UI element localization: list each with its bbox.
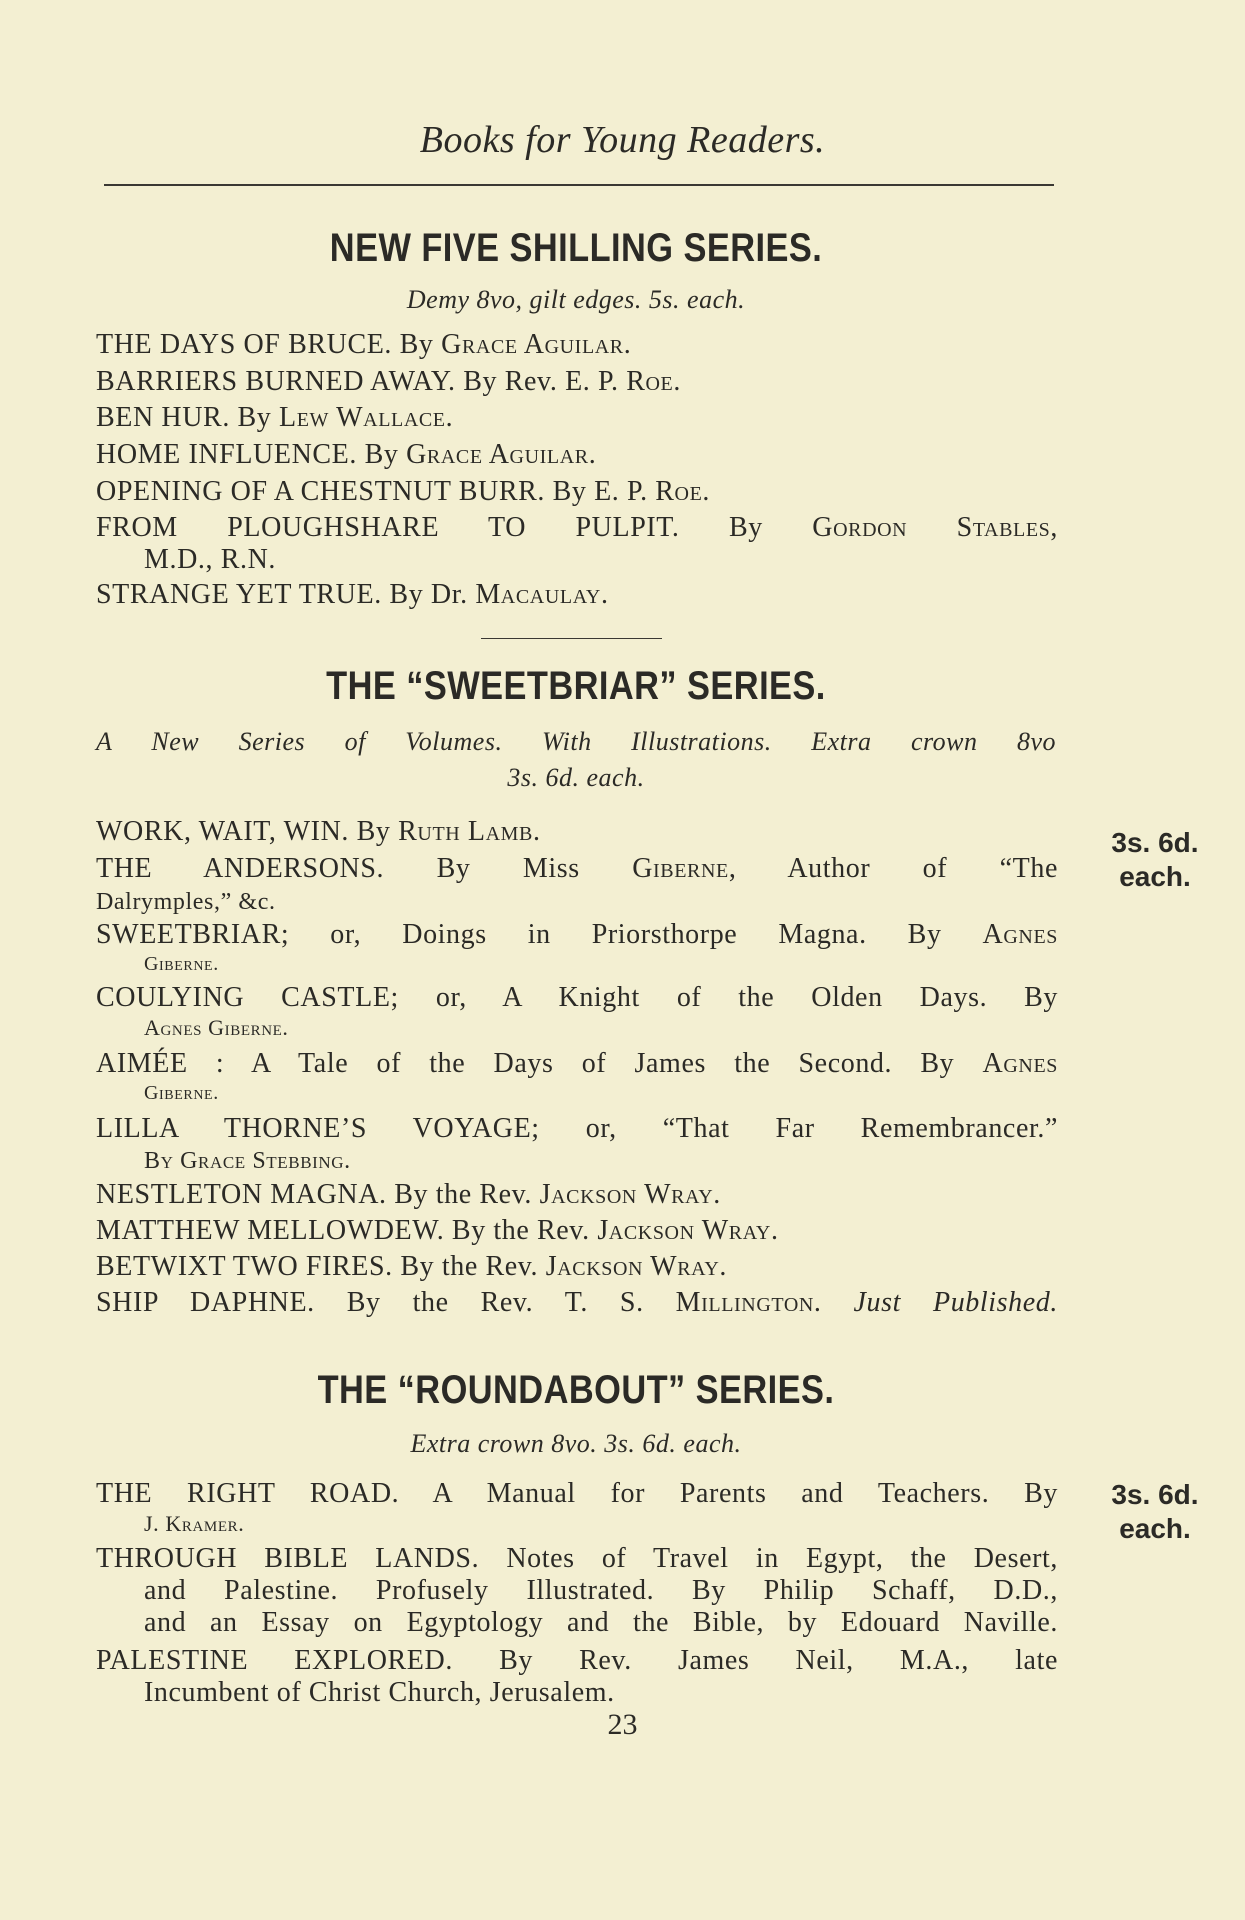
book-continuation: Agnes Giberne.: [144, 1015, 289, 1040]
book-title: BETWIXT TWO FIRES.: [96, 1251, 393, 1282]
list-item: [96, 1645, 1058, 1709]
book-extra: Just Published.: [853, 1287, 1058, 1318]
price-label: [1085, 1478, 1225, 1546]
book-by: By: [364, 439, 399, 470]
section-title-five-shilling: NEW FIVE SHILLING SERIES.: [329, 226, 823, 270]
book-title: BARRIERS BURNED AWAY.: [96, 366, 456, 397]
book-title: COULYING CASTLE;: [96, 982, 399, 1013]
book-by: By the Rev.: [394, 1179, 533, 1210]
book-by: By: [552, 476, 587, 507]
book-by: By: [356, 816, 391, 847]
header-rule: [104, 184, 1054, 186]
list-item: [96, 1251, 1058, 1283]
list-item: [96, 1287, 1058, 1319]
book-continuation: Dalrymples,” &c.: [96, 889, 276, 915]
running-head: Books for Young Readers.: [419, 119, 826, 161]
book-by: or, “That Far Remembrancer.”: [585, 1113, 1058, 1144]
book-title: AIMÉE :: [96, 1048, 225, 1079]
list-item: [96, 366, 1058, 398]
list-item: [96, 579, 1058, 611]
book-title: PALESTINE EXPLORED.: [96, 1645, 453, 1676]
list-item: [96, 1543, 1058, 1639]
book-by: By: [399, 329, 434, 360]
book-by: or, A Knight of the Olden Days. By: [435, 982, 1058, 1013]
price-amount: 3s. 6d.: [1111, 827, 1199, 858]
book-by: By Rev.: [463, 366, 558, 397]
book-title: SHIP DAPHNE.: [96, 1287, 315, 1318]
book-author: Giberne,: [632, 853, 737, 884]
book-title: STRANGE YET TRUE.: [96, 579, 382, 610]
book-title: WORK, WAIT, WIN.: [96, 816, 350, 847]
list-item: [96, 1048, 1058, 1106]
book-by: By Rev. James Neil, M.A., late: [499, 1645, 1058, 1676]
book-continuation: Incumbent of Christ Church, Jerusalem.: [144, 1677, 615, 1708]
book-by: By: [728, 512, 763, 543]
book-continuation: Giberne.: [144, 1082, 219, 1104]
section-title-sweetbriar: THE “SWEETBRIAR” SERIES.: [326, 664, 826, 708]
book-author: Gordon Stables,: [812, 512, 1058, 543]
book-title: BEN HUR.: [96, 402, 230, 433]
list-item: [96, 1179, 1058, 1211]
price-each: each.: [1119, 861, 1191, 892]
book-continuation: Giberne.: [144, 953, 219, 975]
list-item: [96, 329, 1058, 361]
list-item: [96, 919, 1058, 977]
book-author: Millington.: [675, 1287, 822, 1318]
list-item: [96, 1113, 1058, 1177]
book-by: A Tale of the Days of James the Second. By: [251, 1048, 955, 1079]
book-by: Notes of Travel in Egypt, the Desert,: [506, 1543, 1058, 1574]
list-item: [96, 402, 1058, 434]
book-by: By the Rev.: [400, 1251, 539, 1282]
list-item: [96, 476, 1058, 508]
page-number: 23: [607, 1708, 638, 1741]
book-author: E. P. Roe.: [594, 476, 711, 507]
book-continuation: and Palestine. Profusely Illustrated. By Philip Schaff, D.D.,: [144, 1575, 1058, 1606]
book-continuation: and an Essay on Egyptology and the Bible, by Edouard Naville.: [144, 1607, 1058, 1638]
book-author: Lew Wallace.: [279, 402, 454, 433]
price-amount: 3s. 6d.: [1111, 1479, 1199, 1510]
price-each: each.: [1119, 1513, 1191, 1544]
section-title-roundabout: THE “ROUNDABOUT” SERIES.: [317, 1368, 835, 1412]
book-title: LILLA THORNE’S VOYAGE;: [96, 1113, 540, 1144]
book-title: MATTHEW MELLOWDEW.: [96, 1215, 445, 1246]
book-by: By Dr.: [389, 579, 468, 610]
book-title: NESTLETON MAGNA.: [96, 1179, 387, 1210]
list-item: [96, 982, 1058, 1042]
section-subtitle-five-shilling: Demy 8vo, gilt edges. 5s. each.: [406, 285, 746, 314]
book-continuation: M.D., R.N.: [144, 544, 277, 575]
price-label: [1085, 826, 1225, 894]
book-author: Agnes: [982, 919, 1058, 950]
book-title: THE ANDERSONS.: [96, 853, 385, 884]
book-extra: Author of “The: [787, 853, 1058, 884]
book-continuation: J. Kramer.: [144, 1511, 245, 1536]
section-subtitle-sweetbriar: A New Series of Volumes. With Illustrations. Extra crown 8vo: [96, 727, 1056, 756]
book-title: SWEETBRIAR;: [96, 919, 290, 950]
book-title: OPENING OF A CHESTNUT BURR.: [96, 476, 545, 507]
list-item: [96, 1478, 1058, 1538]
book-by: By the Rev.: [451, 1215, 590, 1246]
list-item: [96, 1215, 1058, 1247]
book-author: Grace Aguilar.: [441, 329, 632, 360]
list-item: [96, 853, 1058, 918]
book-title: HOME INFLUENCE.: [96, 439, 357, 470]
list-item: [96, 439, 1058, 471]
section-subtitle-sweetbriar-price: 3s. 6d. each.: [507, 763, 645, 792]
book-author: Macaulay.: [475, 579, 609, 610]
book-title: THROUGH BIBLE LANDS.: [96, 1543, 480, 1574]
book-by: By Miss: [436, 853, 580, 884]
section-divider: [481, 638, 662, 639]
list-item: [96, 512, 1058, 576]
book-author: E. P. Roe.: [565, 366, 681, 397]
book-author: Jackson Wray.: [597, 1215, 779, 1246]
section-subtitle-roundabout: Extra crown 8vo. 3s. 6d. each.: [410, 1429, 742, 1458]
book-by: By: [237, 402, 272, 433]
book-by: By the Rev. T. S.: [346, 1287, 644, 1318]
book-author: Ruth Lamb.: [398, 816, 541, 847]
book-continuation: By Grace Stebbing.: [144, 1148, 351, 1174]
book-author: Jackson Wray.: [539, 1179, 721, 1210]
book-author: Jackson Wray.: [545, 1251, 727, 1282]
book-by: or, Doings in Priorsthorpe Magna. By: [330, 919, 942, 950]
book-by: A Manual for Parents and Teachers. By: [432, 1478, 1058, 1509]
book-author: Agnes: [982, 1048, 1058, 1079]
book-author: Grace Aguilar.: [406, 439, 597, 470]
book-title: FROM PLOUGHSHARE TO PULPIT.: [96, 512, 680, 543]
list-item: [96, 816, 1058, 848]
book-title: THE DAYS OF BRUCE.: [96, 329, 393, 360]
book-title: THE RIGHT ROAD.: [96, 1478, 400, 1509]
